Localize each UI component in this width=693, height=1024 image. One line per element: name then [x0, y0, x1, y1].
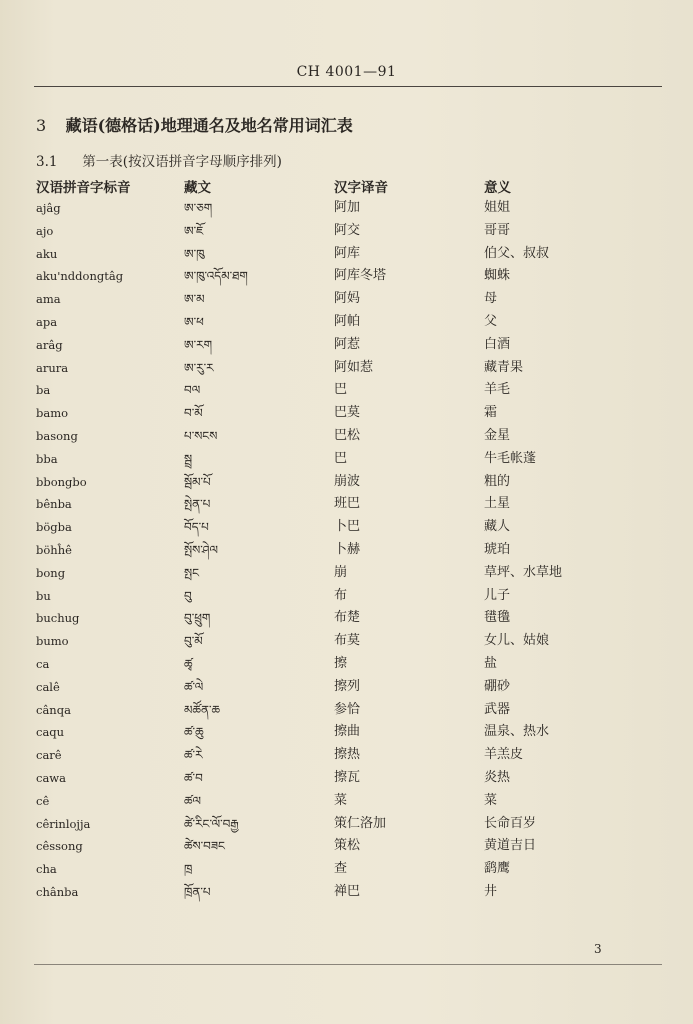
transliteration-cell: 阿库: [334, 245, 361, 261]
table-row: [36, 563, 636, 586]
meaning-cell: 粗的: [484, 473, 511, 489]
table-row: [36, 654, 636, 677]
table-row: [36, 312, 636, 335]
transliteration-cell: 擦: [334, 655, 348, 671]
tibetan-cell: ཁྲོན་པ: [184, 884, 211, 899]
table-row: [36, 836, 636, 859]
transliteration-cell: 阿如惹: [334, 359, 374, 375]
meaning-cell: 炎热: [484, 769, 511, 785]
meaning-cell: 哥哥: [484, 222, 511, 238]
tibetan-cell: སྤོས་ཤེལ: [184, 542, 218, 557]
meaning-cell: 土星: [484, 496, 511, 512]
transliteration-cell: 擦列: [334, 678, 361, 694]
footer-rule: [34, 964, 662, 965]
column-header-transliteration: 汉字译音: [334, 180, 388, 196]
column-header-tibetan: 藏文: [184, 180, 211, 196]
pinyin-cell: böhĥê: [36, 542, 72, 557]
meaning-cell: 草坪、水草地: [484, 564, 563, 580]
meaning-cell: 蜘蛛: [484, 268, 511, 284]
meaning-cell: 盐: [484, 655, 498, 671]
pinyin-cell: bögba: [36, 520, 72, 535]
table-row: [36, 586, 636, 609]
tibetan-cell: ཚེ་རིང་ལོ་བརྒྱ: [184, 816, 239, 831]
tibetan-cell: བལ: [184, 383, 201, 398]
meaning-cell: 羊羔皮: [484, 747, 524, 763]
transliteration-cell: 崩波: [334, 473, 361, 489]
pinyin-cell: cawa: [36, 770, 66, 785]
tibetan-cell: ཨ་ཅག: [184, 201, 213, 215]
meaning-cell: 藏人: [484, 519, 511, 535]
transliteration-cell: 禅巴: [334, 883, 361, 899]
transliteration-cell: 查: [334, 861, 348, 877]
pinyin-cell: bumo: [36, 634, 69, 649]
transliteration-cell: 巴: [334, 382, 348, 398]
pinyin-cell: ca: [36, 656, 50, 671]
table-row: [36, 608, 636, 631]
pinyin-cell: carê: [36, 748, 62, 763]
pinyin-cell: bamo: [36, 406, 69, 421]
table-row: [36, 494, 636, 517]
meaning-cell: 霜: [484, 405, 498, 421]
pinyin-cell: bong: [36, 565, 66, 580]
table-row: [36, 677, 636, 700]
pinyin-cell: basong: [36, 428, 78, 443]
tibetan-cell: ཚ་རེ: [184, 748, 203, 763]
meaning-cell: 井: [484, 883, 498, 899]
transliteration-cell: 卜巴: [334, 519, 361, 535]
table-row: [36, 380, 636, 403]
pinyin-cell: aku'nddongtâg: [36, 269, 124, 284]
pinyin-cell: cha: [36, 862, 57, 877]
meaning-cell: 鹞鹰: [484, 861, 511, 877]
meaning-cell: 金星: [484, 427, 511, 443]
subsection-heading: [36, 150, 282, 170]
section-heading: [36, 113, 353, 136]
pinyin-cell: cê: [36, 793, 50, 808]
tibetan-cell: ཚ་བ: [184, 770, 203, 785]
subsection-title: 第一表(按汉语拼音字母顺序排列): [82, 154, 282, 170]
transliteration-cell: 阿库冬塔: [334, 268, 387, 284]
tibetan-cell: བོད་པ: [184, 520, 209, 535]
meaning-cell: 长命百岁: [484, 815, 537, 831]
tibetan-cell: ཨ་རུ་ར: [184, 360, 214, 375]
transliteration-cell: 策松: [334, 838, 361, 854]
table-row: [36, 722, 636, 745]
pinyin-cell: cêssong: [36, 839, 83, 854]
tibetan-cell: ཨ་ཇོ: [184, 223, 204, 238]
meaning-cell: 武器: [484, 701, 511, 717]
tibetan-cell: ཨ་ཁུ: [184, 246, 205, 261]
table-row: [36, 791, 636, 814]
meaning-cell: 琥珀: [484, 541, 511, 557]
pinyin-cell: caqu: [36, 725, 65, 740]
tibetan-cell: སྦྲ: [184, 451, 193, 466]
tibetan-cell: བུ་ཕྲུག: [184, 611, 211, 626]
transliteration-cell: 擦曲: [334, 724, 361, 740]
meaning-cell: 菜: [484, 792, 498, 808]
pinyin-cell: apa: [36, 314, 58, 329]
section-number: 3: [36, 116, 47, 135]
transliteration-cell: 崩: [334, 564, 348, 580]
tibetan-cell: ཚྭ: [184, 656, 193, 671]
column-header-pinyin: 汉语拼音字标音: [36, 180, 131, 196]
standard-code: CH 4001—91: [296, 64, 397, 80]
transliteration-cell: 阿交: [334, 222, 361, 238]
table-row: [36, 449, 636, 472]
pinyin-cell: cêrinlojja: [36, 816, 91, 831]
table-row: [36, 335, 636, 358]
table-row: [36, 882, 636, 905]
transliteration-cell: 班巴: [334, 496, 361, 512]
table-row: [36, 266, 636, 289]
transliteration-cell: 巴松: [334, 427, 361, 443]
meaning-cell: 温泉、热水: [484, 724, 550, 740]
transliteration-cell: 阿帕: [334, 313, 361, 329]
pinyin-cell: bba: [36, 451, 58, 466]
transliteration-cell: 参恰: [334, 701, 361, 717]
pinyin-cell: bu: [36, 588, 51, 603]
meaning-cell: 氆氇: [484, 610, 511, 626]
table-header: [36, 176, 636, 196]
tibetan-cell: ཚ་ཆུ: [184, 725, 204, 740]
transliteration-cell: 阿惹: [334, 336, 361, 352]
meaning-cell: 牛毛帐蓬: [484, 450, 537, 466]
transliteration-cell: 巴莫: [334, 405, 361, 421]
tibetan-cell: ཨ་ཁུ་འདོམ་ཐག: [184, 269, 248, 284]
pinyin-cell: cânqa: [36, 702, 71, 717]
pinyin-cell: buchug: [36, 611, 80, 626]
tibetan-cell: ཚལ: [184, 793, 202, 808]
meaning-cell: 母: [484, 291, 498, 307]
transliteration-cell: 布莫: [334, 633, 361, 649]
pinyin-cell: aku: [36, 246, 58, 261]
transliteration-cell: 布楚: [334, 610, 361, 626]
table-row: [36, 472, 636, 495]
pinyin-cell: ama: [36, 292, 61, 307]
pinyin-cell: bênba: [36, 497, 72, 512]
meaning-cell: 羊毛: [484, 382, 511, 398]
tibetan-cell: ཨ་མ: [184, 292, 205, 307]
table-row: [36, 289, 636, 312]
transliteration-cell: 布: [334, 587, 348, 603]
table-row: [36, 403, 636, 426]
subsection-number: 3.1: [36, 154, 58, 170]
tibetan-cell: སྦོམ་པོ: [184, 474, 211, 489]
table-row: [36, 426, 636, 449]
meaning-cell: 硼砂: [484, 678, 511, 694]
header-rule: [34, 86, 662, 87]
pinyin-cell: ba: [36, 383, 51, 398]
pinyin-cell: arura: [36, 360, 69, 375]
tibetan-cell: ཁྲ: [184, 862, 193, 877]
transliteration-cell: 擦瓦: [334, 769, 361, 785]
transliteration-cell: 菜: [334, 792, 348, 808]
table-row: [36, 700, 636, 723]
meaning-cell: 黄道吉日: [484, 838, 537, 854]
table-row: [36, 814, 636, 837]
transliteration-cell: 阿加: [334, 200, 361, 215]
pinyin-cell: bbongbo: [36, 474, 87, 489]
pinyin-cell: ajo: [36, 223, 54, 238]
tibetan-cell: བ་མོ: [184, 406, 203, 421]
section-title: 藏语(德格话)地理通名及地名常用词汇表: [65, 116, 353, 135]
tibetan-cell: ཨ་ཕ: [184, 314, 204, 329]
tibetan-cell: པ་སངས: [184, 428, 218, 443]
tibetan-cell: མཚོན་ཆ: [184, 702, 221, 717]
meaning-cell: 白酒: [484, 336, 511, 352]
table-row: [36, 221, 636, 244]
table-row: [36, 745, 636, 768]
meaning-cell: 女儿、姑娘: [484, 633, 550, 649]
pinyin-cell: chânba: [36, 884, 79, 899]
table-row: [36, 768, 636, 791]
transliteration-cell: 卜赫: [334, 541, 361, 557]
transliteration-cell: 阿妈: [334, 291, 361, 307]
transliteration-cell: 巴: [334, 450, 348, 466]
table-row: [36, 540, 636, 563]
tibetan-cell: ཚེས་བཟང: [184, 839, 225, 854]
meaning-cell: 姐姐: [484, 200, 511, 215]
tibetan-cell: ཨ་རག: [184, 337, 213, 352]
table-row: [36, 859, 636, 882]
column-header-meaning: 意义: [484, 180, 511, 196]
table-row: [36, 358, 636, 381]
tibetan-cell: བུ་མོ: [184, 634, 203, 649]
meaning-cell: 藏青果: [484, 359, 524, 375]
tibetan-cell: སྤེན་པ: [184, 497, 211, 512]
table-row: [36, 244, 636, 267]
page-number: 3: [594, 942, 602, 956]
meaning-cell: 伯父、叔叔: [484, 245, 550, 261]
table-row: [36, 198, 636, 221]
pinyin-cell: arâg: [36, 337, 63, 352]
transliteration-cell: 擦热: [334, 747, 361, 763]
table-row: [36, 517, 636, 540]
vocabulary-table: [36, 198, 636, 905]
pinyin-cell: ajâg: [36, 201, 61, 215]
meaning-cell: 儿子: [484, 587, 511, 603]
tibetan-cell: བུ: [184, 588, 192, 603]
meaning-cell: 父: [484, 313, 498, 329]
table-row: [36, 631, 636, 654]
tibetan-cell: ཚ་ལེ: [184, 679, 204, 694]
pinyin-cell: calê: [36, 679, 60, 694]
transliteration-cell: 策仁洛加: [334, 815, 387, 831]
tibetan-cell: སྤང: [184, 565, 200, 580]
